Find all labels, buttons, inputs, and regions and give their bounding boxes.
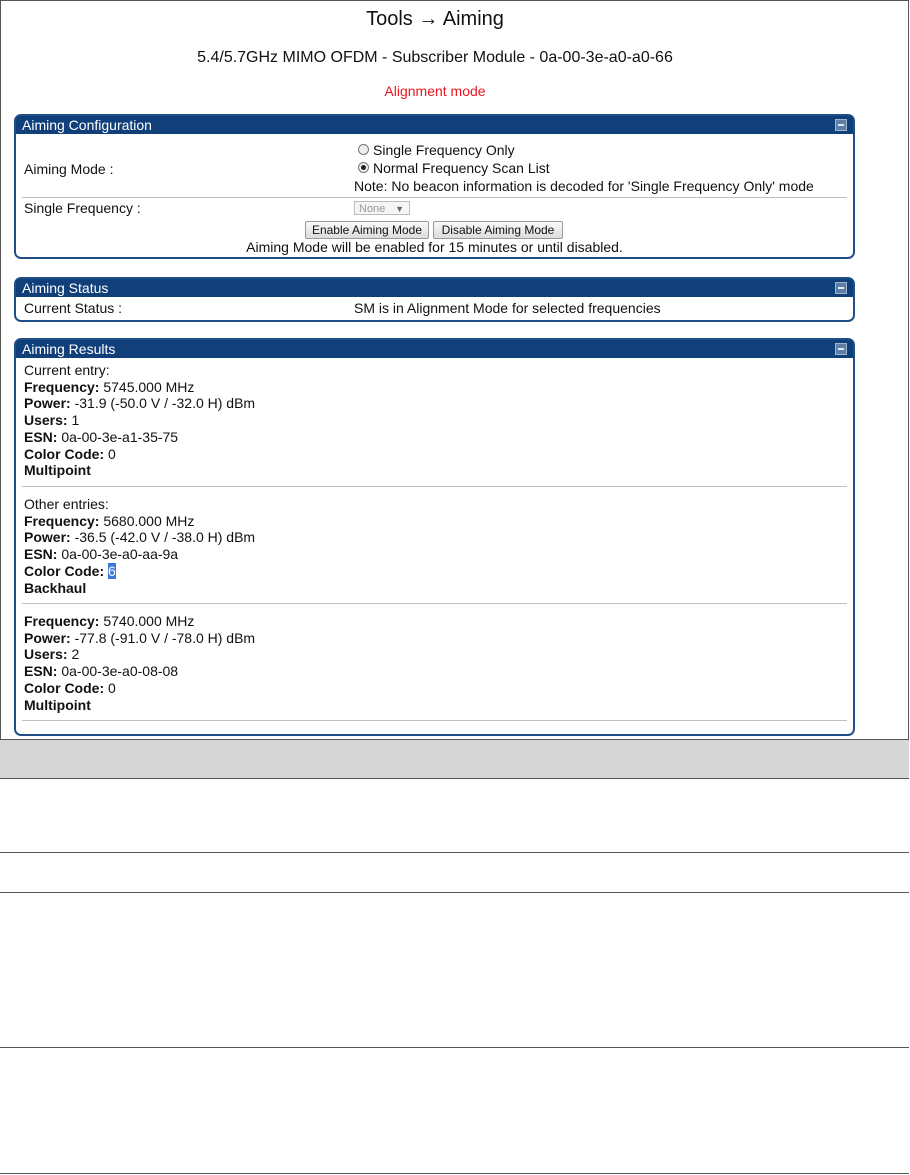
- mode-indicator: Alignment mode: [384, 83, 486, 99]
- other-entry: [24, 496, 255, 596]
- enable-aiming-button[interactable]: Enable Aiming Mode: [305, 221, 429, 239]
- radio-icon[interactable]: [358, 144, 369, 155]
- other-entries-heading: Other entries:: [24, 496, 109, 512]
- selected-text: 6: [108, 562, 116, 579]
- collapse-icon[interactable]: [835, 282, 847, 294]
- current-entry: [24, 362, 255, 479]
- aiming-results-panel: [14, 338, 855, 736]
- users-row: Users: 2: [24, 646, 80, 663]
- power-row: Power: -77.8 (-91.0 V / -78.0 H) dBm: [24, 629, 256, 646]
- table-row-divider: [0, 1173, 909, 1174]
- esn-row: ESN: 0a-00-3e-a0-08-08: [24, 663, 179, 680]
- current-status-label: Current Status :: [24, 300, 123, 316]
- panel-title: Aiming Configuration: [22, 117, 152, 133]
- single-frequency-only-option[interactable]: [358, 142, 515, 158]
- single-frequency-select[interactable]: [354, 201, 410, 215]
- link-type: Multipoint: [24, 696, 91, 713]
- other-entry: [24, 613, 255, 713]
- panel-header: [16, 340, 853, 358]
- select-value: None: [359, 203, 386, 215]
- divider: [22, 486, 847, 487]
- link-type: Backhaul: [24, 579, 87, 596]
- color-code-row: Color Code: 0: [24, 445, 116, 462]
- collapse-icon[interactable]: [835, 343, 847, 355]
- page-subtitle: 5.4/5.7GHz MIMO OFDM - Subscriber Module - 0a-00-3e-a0-a0-66: [197, 49, 673, 66]
- option-label: Normal Frequency Scan List: [373, 160, 550, 176]
- mode-note: Note: No beacon information is decoded for 'Single Frequency Only' mode: [354, 178, 814, 194]
- divider: [22, 197, 847, 198]
- table-row-divider: [0, 1047, 909, 1048]
- frequency-row: Frequency: 5680.000 MHz: [24, 512, 195, 529]
- aiming-info: Aiming Mode will be enabled for 15 minutes or until disabled.: [246, 239, 623, 255]
- divider: [22, 603, 847, 604]
- panel-header: [16, 116, 853, 134]
- power-row: Power: -31.9 (-50.0 V / -32.0 H) dBm: [24, 395, 256, 412]
- link-type: Multipoint: [24, 462, 91, 479]
- divider: [22, 720, 847, 721]
- radio-checked-icon[interactable]: [358, 162, 369, 173]
- esn-row: ESN: 0a-00-3e-a0-aa-9a: [24, 546, 179, 563]
- collapse-icon[interactable]: [835, 119, 847, 131]
- page-title: Tools → Aiming: [366, 8, 504, 30]
- aiming-mode-label: Aiming Mode :: [24, 161, 114, 177]
- normal-frequency-scan-option[interactable]: [358, 160, 550, 176]
- chevron-down-icon: ▼: [395, 204, 404, 214]
- table-row-divider: [0, 892, 909, 893]
- power-row: Power: -36.5 (-42.0 V / -38.0 H) dBm: [24, 529, 256, 546]
- option-label: Single Frequency Only: [373, 142, 515, 158]
- color-code-row: Color Code: 6: [24, 562, 116, 579]
- current-status-value: SM is in Alignment Mode for selected frequencies: [354, 300, 661, 316]
- table-header-row: [0, 739, 909, 779]
- frequency-row: Frequency: 5740.000 MHz: [24, 613, 195, 629]
- frequency-row: Frequency: 5745.000 MHz: [24, 378, 195, 395]
- panel-title: Aiming Status: [22, 280, 109, 296]
- aiming-status-panel: [14, 277, 855, 322]
- esn-row: ESN: 0a-00-3e-a1-35-75: [24, 428, 179, 445]
- color-code-row: Color Code: 0: [24, 679, 116, 696]
- aiming-configuration-panel: [14, 114, 855, 259]
- panel-header: [16, 279, 853, 297]
- panel-title: Aiming Results: [22, 341, 116, 357]
- table-row-divider: [0, 852, 909, 853]
- users-row: Users: 1: [24, 412, 80, 429]
- disable-aiming-button[interactable]: Disable Aiming Mode: [433, 221, 563, 239]
- current-entry-heading: Current entry:: [24, 362, 110, 378]
- single-frequency-label: Single Frequency :: [24, 200, 141, 216]
